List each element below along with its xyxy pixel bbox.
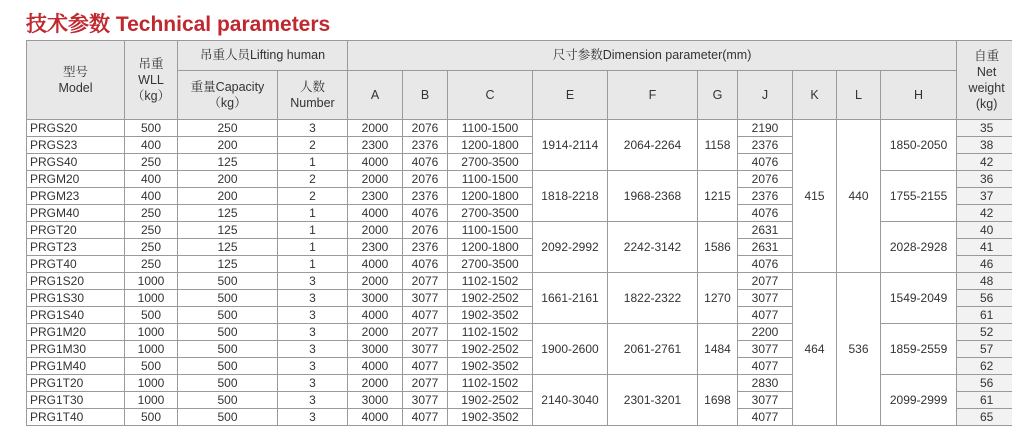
dim-a-cell: 3000 (348, 341, 403, 358)
dim-j-cell: 4076 (738, 154, 793, 171)
capacity-cell: 500 (178, 290, 278, 307)
capacity-cell: 125 (178, 239, 278, 256)
number-cell: 2 (278, 171, 348, 188)
dim-g-cell: 1698 (698, 375, 738, 426)
wll-cell: 250 (125, 205, 178, 222)
dim-e-cell: 1818-2218 (533, 171, 608, 222)
dim-b-cell: 4077 (403, 358, 448, 375)
capacity-cell: 125 (178, 154, 278, 171)
wll-cell: 1000 (125, 392, 178, 409)
table-header (27, 41, 1012, 120)
dim-e-cell: 1661-2161 (533, 273, 608, 324)
header-dim-k: K (793, 71, 837, 120)
number-cell: 3 (278, 392, 348, 409)
net-weight-cell: 48 (957, 273, 1012, 290)
wll-cell: 400 (125, 188, 178, 205)
model-cell: PRGM40 (27, 205, 125, 222)
model-cell: PRG1S30 (27, 290, 125, 307)
dim-j-cell: 3077 (738, 392, 793, 409)
dim-c-cell: 1102-1502 (448, 375, 533, 392)
dim-a-cell: 2000 (348, 375, 403, 392)
dim-c-cell: 1100-1500 (448, 120, 533, 137)
number-cell: 3 (278, 307, 348, 324)
capacity-cell: 125 (178, 205, 278, 222)
net-weight-cell: 35 (957, 120, 1012, 137)
header-dim-l: L (837, 71, 881, 120)
model-cell: PRGM23 (27, 188, 125, 205)
net-weight-cell: 61 (957, 392, 1012, 409)
net-weight-cell: 38 (957, 137, 1012, 154)
dim-b-cell: 2076 (403, 171, 448, 188)
header-dim-j: J (738, 71, 793, 120)
dim-a-cell: 2300 (348, 137, 403, 154)
dim-a-cell: 2300 (348, 188, 403, 205)
dim-b-cell: 4077 (403, 409, 448, 426)
header-dim-b: B (403, 71, 448, 120)
wll-cell: 500 (125, 358, 178, 375)
dim-f-cell: 1968-2368 (608, 171, 698, 222)
number-cell: 1 (278, 154, 348, 171)
dim-b-cell: 2076 (403, 120, 448, 137)
capacity-cell: 500 (178, 409, 278, 426)
dim-j-cell: 2200 (738, 324, 793, 341)
dim-h-cell: 1850-2050 (881, 120, 957, 171)
number-cell: 1 (278, 239, 348, 256)
dim-a-cell: 2300 (348, 239, 403, 256)
dim-b-cell: 2077 (403, 375, 448, 392)
header-number: 人数 Number (278, 71, 348, 120)
dim-b-cell: 2077 (403, 273, 448, 290)
dim-c-cell: 2700-3500 (448, 256, 533, 273)
dim-a-cell: 4000 (348, 205, 403, 222)
net-weight-cell: 37 (957, 188, 1012, 205)
dim-a-cell: 3000 (348, 392, 403, 409)
dim-h-cell: 2028-2928 (881, 222, 957, 273)
dim-c-cell: 1902-3502 (448, 358, 533, 375)
number-cell: 1 (278, 256, 348, 273)
wll-cell: 250 (125, 239, 178, 256)
dim-c-cell: 2700-3500 (448, 205, 533, 222)
dim-h-cell: 1755-2155 (881, 171, 957, 222)
dim-j-cell: 2631 (738, 222, 793, 239)
dim-c-cell: 1200-1800 (448, 239, 533, 256)
dim-g-cell: 1270 (698, 273, 738, 324)
table-body (27, 120, 1012, 426)
dim-c-cell: 1902-2502 (448, 392, 533, 409)
dim-j-cell: 3077 (738, 290, 793, 307)
number-cell: 3 (278, 409, 348, 426)
header-dim-g: G (698, 71, 738, 120)
dim-j-cell: 2830 (738, 375, 793, 392)
dim-c-cell: 1902-3502 (448, 409, 533, 426)
dim-c-cell: 1200-1800 (448, 137, 533, 154)
dim-c-cell: 1100-1500 (448, 171, 533, 188)
model-cell: PRG1T40 (27, 409, 125, 426)
capacity-cell: 500 (178, 341, 278, 358)
model-cell: PRG1M20 (27, 324, 125, 341)
number-cell: 3 (278, 290, 348, 307)
net-weight-cell: 42 (957, 205, 1012, 222)
dim-c-cell: 1102-1502 (448, 324, 533, 341)
dim-h-cell: 1549-2049 (881, 273, 957, 324)
header-lifting-human: 吊重人员Lifting human (178, 41, 348, 71)
capacity-cell: 500 (178, 324, 278, 341)
header-capacity: 重量Capacity （kg） (178, 71, 278, 120)
dim-c-cell: 1902-2502 (448, 341, 533, 358)
net-weight-cell: 52 (957, 324, 1012, 341)
capacity-cell: 500 (178, 307, 278, 324)
dim-e-cell: 1900-2600 (533, 324, 608, 375)
net-weight-cell: 56 (957, 375, 1012, 392)
net-weight-cell: 62 (957, 358, 1012, 375)
net-weight-cell: 41 (957, 239, 1012, 256)
dim-a-cell: 4000 (348, 307, 403, 324)
dim-a-cell: 4000 (348, 358, 403, 375)
dim-j-cell: 4076 (738, 205, 793, 222)
dim-a-cell: 2000 (348, 222, 403, 239)
dim-h-cell: 2099-2999 (881, 375, 957, 426)
dim-a-cell: 4000 (348, 409, 403, 426)
header-net-weight: 自重 Net weight (kg) (957, 41, 1012, 120)
capacity-cell: 500 (178, 375, 278, 392)
model-cell: PRG1M30 (27, 341, 125, 358)
dim-b-cell: 4076 (403, 205, 448, 222)
header-model: 型号 Model (27, 41, 125, 120)
dim-b-cell: 3077 (403, 290, 448, 307)
wll-cell: 400 (125, 171, 178, 188)
dim-b-cell: 3077 (403, 392, 448, 409)
dim-j-cell: 2077 (738, 273, 793, 290)
capacity-cell: 200 (178, 171, 278, 188)
capacity-cell: 500 (178, 392, 278, 409)
dim-c-cell: 1100-1500 (448, 222, 533, 239)
net-weight-cell: 65 (957, 409, 1012, 426)
dim-f-cell: 1822-2322 (608, 273, 698, 324)
header-dim-h: H (881, 71, 957, 120)
dim-j-cell: 2631 (738, 239, 793, 256)
net-weight-cell: 46 (957, 256, 1012, 273)
header-wll: 吊重 WLL （kg） (125, 41, 178, 120)
dim-j-cell: 4076 (738, 256, 793, 273)
number-cell: 3 (278, 324, 348, 341)
header-dim-f: F (608, 71, 698, 120)
wll-cell: 1000 (125, 290, 178, 307)
number-cell: 3 (278, 341, 348, 358)
number-cell: 1 (278, 222, 348, 239)
dim-e-cell: 2092-2992 (533, 222, 608, 273)
model-cell: PRG1S40 (27, 307, 125, 324)
net-weight-cell: 57 (957, 341, 1012, 358)
model-cell: PRGM20 (27, 171, 125, 188)
capacity-cell: 500 (178, 273, 278, 290)
dim-j-cell: 4077 (738, 358, 793, 375)
net-weight-cell: 61 (957, 307, 1012, 324)
wll-cell: 250 (125, 222, 178, 239)
capacity-cell: 200 (178, 137, 278, 154)
table-row (27, 273, 1012, 290)
model-cell: PRGS23 (27, 137, 125, 154)
dim-l-cell: 440 (837, 120, 881, 273)
dim-b-cell: 4076 (403, 154, 448, 171)
number-cell: 3 (278, 273, 348, 290)
dim-l-cell: 536 (837, 273, 881, 426)
dim-j-cell: 2076 (738, 171, 793, 188)
wll-cell: 1000 (125, 324, 178, 341)
dim-b-cell: 2076 (403, 222, 448, 239)
dim-e-cell: 1914-2114 (533, 120, 608, 171)
dim-b-cell: 2376 (403, 137, 448, 154)
number-cell: 3 (278, 120, 348, 137)
model-cell: PRGS40 (27, 154, 125, 171)
dim-e-cell: 2140-3040 (533, 375, 608, 426)
number-cell: 2 (278, 137, 348, 154)
model-cell: PRG1T30 (27, 392, 125, 409)
net-weight-cell: 36 (957, 171, 1012, 188)
table-row (27, 120, 1012, 137)
header-dim-e: E (533, 71, 608, 120)
dim-k-cell: 464 (793, 273, 837, 426)
number-cell: 1 (278, 205, 348, 222)
dim-b-cell: 4076 (403, 256, 448, 273)
net-weight-cell: 40 (957, 222, 1012, 239)
page-title: 技术参数 Technical parameters (26, 13, 331, 36)
model-cell: PRGT40 (27, 256, 125, 273)
dim-g-cell: 1586 (698, 222, 738, 273)
net-weight-cell: 42 (957, 154, 1012, 171)
dim-h-cell: 1859-2559 (881, 324, 957, 375)
dim-a-cell: 4000 (348, 154, 403, 171)
wll-cell: 500 (125, 409, 178, 426)
dim-b-cell: 2376 (403, 188, 448, 205)
wll-cell: 250 (125, 154, 178, 171)
header-dim-c: C (448, 71, 533, 120)
model-cell: PRGT23 (27, 239, 125, 256)
dim-g-cell: 1158 (698, 120, 738, 171)
dim-b-cell: 3077 (403, 341, 448, 358)
dim-g-cell: 1484 (698, 324, 738, 375)
capacity-cell: 125 (178, 256, 278, 273)
dim-c-cell: 1102-1502 (448, 273, 533, 290)
header-dim-a: A (348, 71, 403, 120)
dim-b-cell: 4077 (403, 307, 448, 324)
wll-cell: 1000 (125, 341, 178, 358)
header-dimension: 尺寸参数Dimension parameter(mm) (348, 41, 957, 71)
capacity-cell: 250 (178, 120, 278, 137)
wll-cell: 500 (125, 120, 178, 137)
wll-cell: 250 (125, 256, 178, 273)
capacity-cell: 200 (178, 188, 278, 205)
wll-cell: 1000 (125, 375, 178, 392)
dim-b-cell: 2376 (403, 239, 448, 256)
wll-cell: 400 (125, 137, 178, 154)
net-weight-cell: 56 (957, 290, 1012, 307)
dim-a-cell: 3000 (348, 290, 403, 307)
wll-cell: 500 (125, 307, 178, 324)
capacity-cell: 500 (178, 358, 278, 375)
model-cell: PRG1M40 (27, 358, 125, 375)
wll-cell: 1000 (125, 273, 178, 290)
number-cell: 3 (278, 375, 348, 392)
dim-j-cell: 2376 (738, 137, 793, 154)
dim-g-cell: 1215 (698, 171, 738, 222)
dim-c-cell: 1200-1800 (448, 188, 533, 205)
dim-j-cell: 2190 (738, 120, 793, 137)
dim-a-cell: 2000 (348, 171, 403, 188)
technical-parameters-table (26, 40, 1012, 426)
dim-f-cell: 2242-3142 (608, 222, 698, 273)
dim-j-cell: 3077 (738, 341, 793, 358)
dim-j-cell: 2376 (738, 188, 793, 205)
model-cell: PRG1T20 (27, 375, 125, 392)
dim-a-cell: 2000 (348, 120, 403, 137)
model-cell: PRG1S20 (27, 273, 125, 290)
dim-c-cell: 1902-3502 (448, 307, 533, 324)
dim-j-cell: 4077 (738, 409, 793, 426)
dim-a-cell: 2000 (348, 324, 403, 341)
model-cell: PRGT20 (27, 222, 125, 239)
dim-f-cell: 2064-2264 (608, 120, 698, 171)
dim-c-cell: 2700-3500 (448, 154, 533, 171)
number-cell: 2 (278, 188, 348, 205)
dim-a-cell: 4000 (348, 256, 403, 273)
number-cell: 3 (278, 358, 348, 375)
capacity-cell: 125 (178, 222, 278, 239)
dim-b-cell: 2077 (403, 324, 448, 341)
dim-f-cell: 2061-2761 (608, 324, 698, 375)
dim-j-cell: 4077 (738, 307, 793, 324)
model-cell: PRGS20 (27, 120, 125, 137)
dim-c-cell: 1902-2502 (448, 290, 533, 307)
dim-f-cell: 2301-3201 (608, 375, 698, 426)
dim-a-cell: 2000 (348, 273, 403, 290)
dim-k-cell: 415 (793, 120, 837, 273)
